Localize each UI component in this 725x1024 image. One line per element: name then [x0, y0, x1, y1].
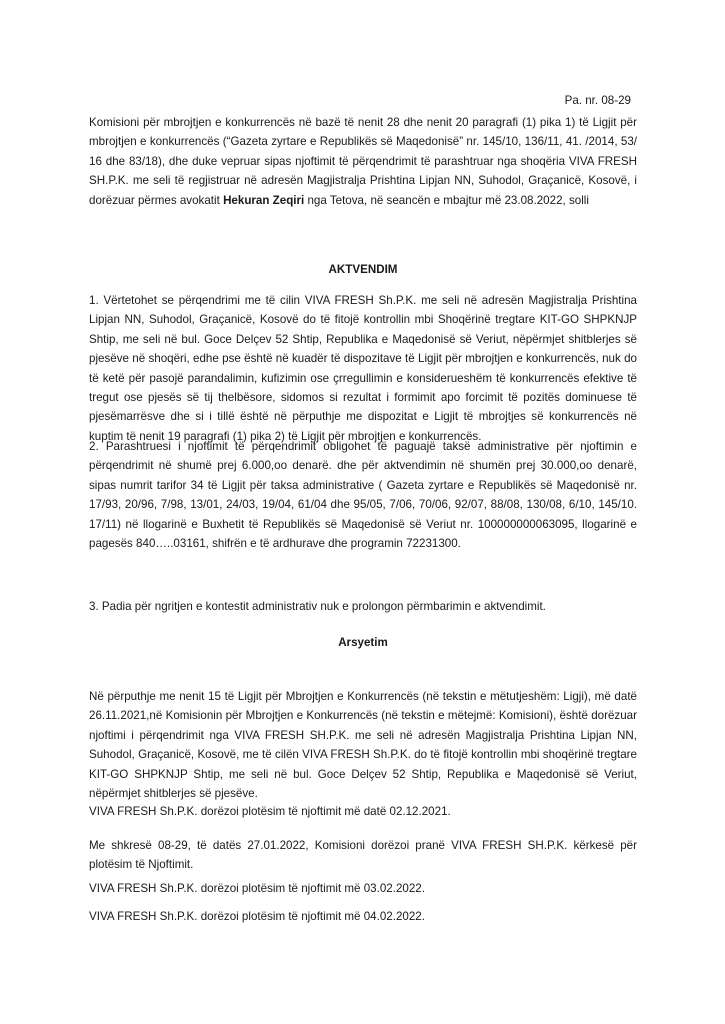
reasoning-paragraph-1: [89, 687, 637, 803]
decision-point-3-text: 3. Padia për ngritjen e kontestit administrativ nuk e prolongon përmbarimin e aktvendimit.: [89, 600, 546, 613]
heading-decision: AKTVENDIM: [328, 263, 398, 276]
reasoning-paragraph-4: [89, 879, 637, 898]
reasoning-p5-text: VIVA FRESH Sh.P.K. dorëzoi plotësim të njoftimit më 04.02.2022.: [89, 910, 425, 923]
heading-reasoning: Arsyetim: [338, 636, 388, 649]
intro-text-end: nga Tetova, në seancën e mbajtur më 23.08.2022, solli: [307, 193, 589, 207]
intro-text: Komisioni për mbrojtjen e konkurrencës në bazë të nenit 28 dhe nenit 20 paragrafi (1) pika 1) të Ligjit për mbrojtjen e konkurrencës (“Gazeta zyrtare e Republikës së Maqedonisë” nr. 145/10, 136/11, 41. /2014, 53/ 16 dhe 83/18), dhe duke vepruar sipas njoftimit të përqendrimit të parashtruar nga shoqëria VIVA FRESH SH.P.K. me seli të regjistruar në adresën Magjistralja Prishtina Lipjan NN, Suhodol, Graçanicë, Kosovë, i dorëzuar përmes avokatit: [89, 116, 637, 207]
decision-point-1-text: 1. Vërtetohet se përqendrimi me të cilin VIVA FRESH Sh.P.K. me seli në adresën Magjistralja Prishtina Lipjan NN, Suhodol, Graçanicë, Kosovë do të fitojë kontrollin mbi Shoqërinë tregtare KIT-GO SHPKNJP Shtip, me seli në bul. Goce Delçev 52 Shtip, Republika e Maqedonisë së Veriut, nëpërmjet shitblerjes së pjesëve në shoqëri, edhe pse është në kuadër të dispozitave të Ligjit për mbrojtjen e konkurrencës, nuk do të ketë për pasojë parandalimin, kufizimin ose çrregullimin e konsiderueshëm të konkurrencës efektive të tregut ose pjesës së tij thelbësore, sidomos si rezultat i formimit apo forcimit të pozitës dominuese të pjesëmarrësve dhe si i tillë është në përputhje me dispozitat e Ligjit të mbrojtjes së konkurrencës në kuptim të nenit 19 paragrafi (1) pika 2) të Ligjit për mbrojtjen e konkurrencës.: [89, 294, 637, 443]
reasoning-paragraph-3: [89, 836, 637, 875]
decision-point-1: [89, 291, 637, 446]
decision-point-2: [89, 437, 637, 553]
intro-paragraph: [89, 113, 637, 210]
reasoning-paragraph-5: [89, 907, 637, 926]
decision-point-2-text: 2. Parashtruesi i njoftimit të përqendrimit obligohet të paguajë taksë administrative për njoftimin e përqendrimit në shumë prej 6.000,oo denarë. dhe për aktvendimin në shumën prej 30.000,oo denarë, sipas numrit tarifor 34 të Ligjit për taksa administrative ( Gazeta zyrtare e Republikës së Maqedonisë nr. 17/93, 20/96, 7/98, 13/01, 24/03, 19/04, 61/04 dhe 95/05, 7/06, 70/06, 92/07, 88/08, 130/08, 6/10, 145/10. 17/11) në llogarinë e Buxhetit të Republikës së Maqedonisë së Veriut nr. 100000000063095, llogarinë e pagesës 840…..03161, shifrën e të ardhurave dhe programin 72231300.: [89, 440, 637, 551]
lawyer-name: Hekuran Zeqiri: [223, 193, 305, 207]
reasoning-p4-text: VIVA FRESH Sh.P.K. dorëzoi plotësim të njoftimit më 03.02.2022.: [89, 882, 425, 895]
reasoning-paragraph-2: [89, 802, 637, 821]
decision-point-3: [89, 597, 637, 616]
page-reference: Pa. nr. 08-29: [564, 94, 631, 107]
reasoning-p3-text: Me shkresë 08-29, të datës 27.01.2022, Komisioni dorëzoi pranë VIVA FRESH SH.P.K. kërkesë për plotësim të Njoftimit.: [89, 839, 637, 872]
reasoning-p1-text: Në përputhje me nenit 15 të Ligjit për Mbrojtjen e Konkurrencës (në tekstin e mëtutjeshëm: Ligji), më datë 26.11.2021,në Komisionin për Mbrojtjen e Konkurrencës (në tekstin e mëtejmë: Komisioni), është dorëzuar njoftimi i përqendrimit nga VIVA FRESH SH.P.K. me seli në adresën Magjistralja Prishtina Lipjan NN, Suhodol, Graçanicë, Kosovë, me të cilën VIVA FRESH Sh.P.K. do të fitojë kontrollin mbi shoqërinë tregtare KIT-GO SHPKNJP Shtip, me seli në bul. Goce Delçev 52 Shtip, Republika e Maqedonisë së Veriut, nëpërmjet shitblerjes së pjesëve.: [89, 690, 637, 801]
reasoning-p2-text: VIVA FRESH Sh.P.K. dorëzoi plotësim të njoftimit më datë 02.12.2021.: [89, 805, 451, 818]
